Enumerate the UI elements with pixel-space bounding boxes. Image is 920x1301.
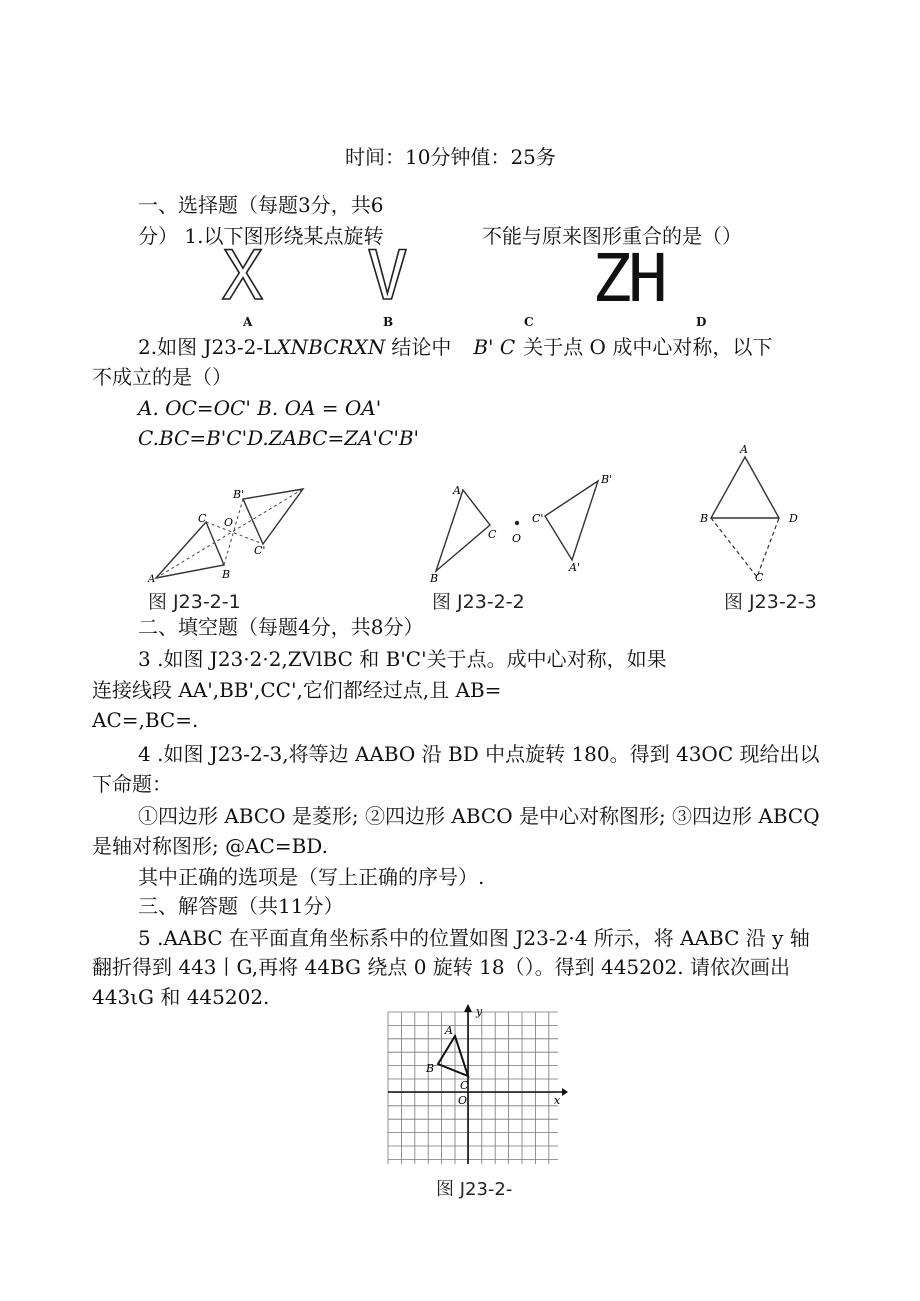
fig1-label-c: C [198,512,207,525]
section2-heading: 二、填空题（每题4分，共8分） [138,615,424,639]
section3-heading: 三、解答题（共11分） [138,894,344,918]
triangle-abc [156,522,224,578]
q4-line1: 4 .如图 J23-2-3,将等边 AABO 沿 BD 中点旋转 180。得到 43OC 现给出以 [138,742,820,766]
fig2-label-c: C [488,528,497,541]
fig2-label-a-prime: A' [569,561,580,574]
q2-options-cd: C.BC=B'C'D.ZABC=ZA'C'B' [138,426,420,450]
figure-j23-2-3 [694,438,834,588]
q2-mixed-text: XNBCRXN [276,335,386,359]
figure-j23-2-2-caption: 图 J23-2-2 [432,591,525,613]
y-axis-arrow [464,1004,472,1012]
time-score-line: 时间：10分钟值：25务 [345,145,556,169]
center-point-o [515,521,519,525]
fig1-label-b: B [222,568,231,581]
q2-options-ab: A. OC=OC' B. OA = OA' [138,396,382,420]
q3-line3: AC=,BC=. [92,708,199,732]
coordinate-grid-figure [378,1004,568,1170]
choice-a-label: A [243,315,253,329]
q1-text-end: 不能与原来图形重合的是（） [482,224,742,248]
q3-line2: 连接线段 AA',BB',CC',它们都经过点,且 AB= [92,678,502,702]
fig2-label-c-prime: C' [532,512,544,525]
grid-label-x: x [554,1094,561,1107]
q2-symmetric-text: 关于点 O 成中心对称，以下 [523,335,773,359]
figure-j23-2-1 [140,478,320,588]
fig3-label-d: D [789,512,798,525]
choice-d-label: D [696,315,707,329]
figure-j23-2-2 [420,468,620,588]
x-axis-arrow [562,1088,568,1096]
choice-b-glyph: V [367,237,408,316]
choice-b-label: B [383,315,394,329]
q5-line1: 5 .AABC 在平面直角坐标系中的位置如图 J23-2·4 所示，将 AABC 沿 y 轴 [138,926,810,950]
fig1-label-o: O [224,516,234,529]
q2-fig-ref: 2.如图 J23-2-L [138,335,277,359]
fig3-label-a: A [740,443,748,456]
section1-heading: 一、选择题（每题3分，共6 [138,193,384,217]
q4-line3: ①四边形 ABCO 是菱形; ②四边形 ABCO 是中心对称图形; ③四边形 ABCQ [138,804,820,828]
triangle-abc [436,490,490,571]
triangle-abc-on-grid [438,1036,468,1076]
fig1-label-a: A [148,574,156,585]
choice-c-label: C [524,315,534,329]
fig1-label-b-prime: B' [233,488,245,501]
fig1-label-c-prime: C' [254,544,266,557]
choice-a-glyph: X [222,237,263,316]
fig2-label-b: B [430,572,439,585]
grid-label-o: O [458,1094,468,1107]
q5-line2: 翻折得到 443丨G,再将 44BG 绕点 0 旋转 18（）。得到 445202. 请依次画出 [92,955,791,979]
fig2-label-b-prime: B' [601,473,613,486]
grid-label-y: y [476,1005,483,1018]
grid-label-c: C [460,1079,469,1092]
q2-conclusion: 结论中 [391,335,452,359]
triangle-a-b-c-prime [545,481,598,560]
choice-d-glyph: H [628,240,668,317]
triangle-abd [711,457,779,518]
fig3-label-c: C [755,571,764,584]
figure-j23-2-4-caption: 图 J23-2- [436,1179,513,1200]
q2-line2: 不成立的是（） [92,365,232,389]
q3-line1: 3 .如图 J23·2·2,ZVlBC 和 B'C'关于点。成中心对称，如果 [138,647,667,671]
rotated-triangle-dashed [711,518,779,577]
figure-j23-2-1-caption: 图 J23-2-1 [148,591,241,613]
fig2-label-o: O [512,532,522,545]
figure-j23-2-3-caption: 图 J23-2-3 [724,591,817,613]
grid-label-b: B [426,1062,435,1075]
q4-line4: 是轴对称图形; @AC=BD. [92,834,328,858]
grid-label-a: A [445,1024,453,1037]
triangle-a-b-c-prime [243,489,303,544]
fig3-label-b: B [700,512,709,525]
q2-bc-prime: B' C [473,335,516,359]
q2-line1 [138,334,772,360]
q1-text-start: 分） 1.以下图形绕某点旋转 [138,224,384,248]
q4-line5: 其中正确的选项是（写上正确的序号）. [138,865,485,889]
choice-c-glyph: Z [592,240,632,317]
q4-line2: 下命题： [92,772,172,796]
fig2-label-a: A [453,484,461,497]
q5-line3: 443ιG 和 445202. [92,985,270,1009]
